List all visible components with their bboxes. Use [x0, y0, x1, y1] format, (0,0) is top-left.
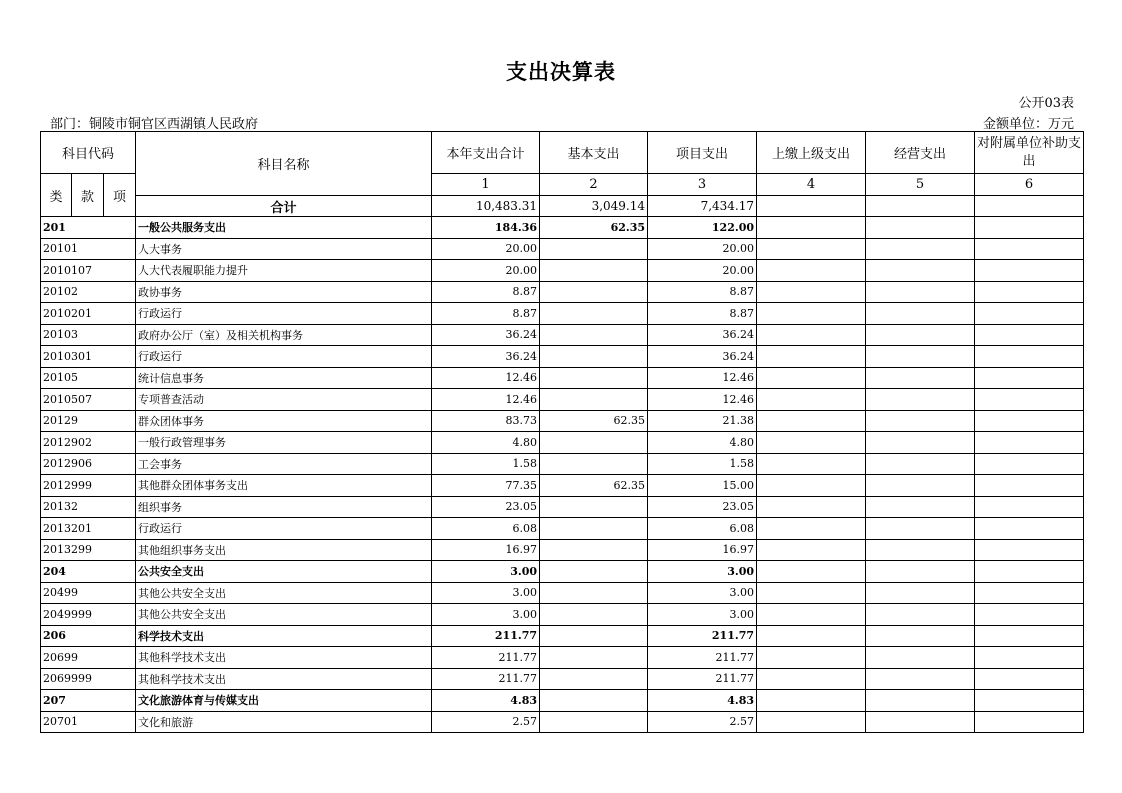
column-number-3: 3: [648, 174, 757, 196]
row-total: 1.58: [432, 453, 540, 475]
table-row: [41, 367, 1084, 389]
row-basic: [540, 518, 648, 540]
row-name: 公共安全支出: [136, 561, 432, 583]
row-upper: [757, 324, 866, 346]
row-basic: [540, 367, 648, 389]
row-project: 1.58: [648, 453, 757, 475]
row-subsidy: [975, 281, 1084, 303]
row-project: 4.80: [648, 432, 757, 454]
row-basic: [540, 711, 648, 733]
row-business: [866, 582, 975, 604]
row-code: 2069999: [41, 668, 136, 690]
row-basic: [540, 625, 648, 647]
row-basic: [540, 496, 648, 518]
row-business: [866, 410, 975, 432]
row-project: 8.87: [648, 281, 757, 303]
row-project: 3.00: [648, 561, 757, 583]
row-code: 20132: [41, 496, 136, 518]
row-total: 211.77: [432, 647, 540, 669]
column-number-2: 2: [540, 174, 648, 196]
row-upper: [757, 238, 866, 260]
row-upper: [757, 475, 866, 497]
row-name: 一般公共服务支出: [136, 217, 432, 239]
table-row: [41, 303, 1084, 325]
row-name: 科学技术支出: [136, 625, 432, 647]
row-business: [866, 217, 975, 239]
row-upper: [757, 367, 866, 389]
row-code: 2010201: [41, 303, 136, 325]
table-row: [41, 432, 1084, 454]
row-business: [866, 260, 975, 282]
row-total: 83.73: [432, 410, 540, 432]
total-project: 7,434.17: [648, 196, 757, 217]
row-business: [866, 604, 975, 626]
row-basic: [540, 582, 648, 604]
row-code: 2010107: [41, 260, 136, 282]
row-code: 2012999: [41, 475, 136, 497]
form-number: 公开03表: [1018, 96, 1074, 111]
row-code: 20701: [41, 711, 136, 733]
row-project: 4.83: [648, 690, 757, 712]
row-subsidy: [975, 496, 1084, 518]
row-subsidy: [975, 475, 1084, 497]
row-project: 15.00: [648, 475, 757, 497]
table-row: [41, 582, 1084, 604]
table-row: [41, 281, 1084, 303]
row-name: 组织事务: [136, 496, 432, 518]
row-total: 20.00: [432, 238, 540, 260]
row-total: 20.00: [432, 260, 540, 282]
row-business: [866, 475, 975, 497]
header-lei: 类: [41, 174, 72, 217]
row-upper: [757, 260, 866, 282]
row-subsidy: [975, 539, 1084, 561]
row-project: 12.46: [648, 389, 757, 411]
row-total: 211.77: [432, 625, 540, 647]
row-subsidy: [975, 410, 1084, 432]
row-name: 统计信息事务: [136, 367, 432, 389]
row-subsidy: [975, 582, 1084, 604]
row-business: [866, 496, 975, 518]
table-row: [41, 346, 1084, 368]
row-business: [866, 539, 975, 561]
row-name: 其他群众团体事务支出: [136, 475, 432, 497]
row-project: 23.05: [648, 496, 757, 518]
row-upper: [757, 410, 866, 432]
row-project: 12.46: [648, 367, 757, 389]
row-code: 2012906: [41, 453, 136, 475]
row-code: 2012902: [41, 432, 136, 454]
row-upper: [757, 281, 866, 303]
row-name: 其他公共安全支出: [136, 604, 432, 626]
row-upper: [757, 389, 866, 411]
row-upper: [757, 518, 866, 540]
table-row: [41, 324, 1084, 346]
table-row: [41, 389, 1084, 411]
row-upper: [757, 346, 866, 368]
row-total: 36.24: [432, 346, 540, 368]
table-row: [41, 625, 1084, 647]
row-total: 12.46: [432, 389, 540, 411]
row-basic: 62.35: [540, 217, 648, 239]
row-total: 184.36: [432, 217, 540, 239]
row-code: 20699: [41, 647, 136, 669]
header-basic: 基本支出: [540, 132, 648, 174]
row-subsidy: [975, 389, 1084, 411]
row-business: [866, 561, 975, 583]
row-basic: 62.35: [540, 410, 648, 432]
row-subsidy: [975, 260, 1084, 282]
row-business: [866, 711, 975, 733]
row-basic: [540, 561, 648, 583]
row-basic: [540, 690, 648, 712]
row-total: 12.46: [432, 367, 540, 389]
header-kuan: 款: [72, 174, 104, 217]
row-code: 20129: [41, 410, 136, 432]
row-project: 20.00: [648, 238, 757, 260]
row-subsidy: [975, 647, 1084, 669]
row-code: 201: [41, 217, 136, 239]
row-subsidy: [975, 367, 1084, 389]
row-basic: [540, 432, 648, 454]
row-name: 文化旅游体育与传媒支出: [136, 690, 432, 712]
row-upper: [757, 561, 866, 583]
column-number-5: 5: [866, 174, 975, 196]
table-row: [41, 711, 1084, 733]
row-code: 2013201: [41, 518, 136, 540]
total-basic: 3,049.14: [540, 196, 648, 217]
row-project: 211.77: [648, 625, 757, 647]
row-business: [866, 324, 975, 346]
row-total: 23.05: [432, 496, 540, 518]
total-subsidy: [975, 196, 1084, 217]
row-basic: [540, 346, 648, 368]
row-total: 8.87: [432, 303, 540, 325]
table-row: [41, 475, 1084, 497]
row-name: 行政运行: [136, 346, 432, 368]
header-business: 经营支出: [866, 132, 975, 174]
row-code: 20101: [41, 238, 136, 260]
row-business: [866, 625, 975, 647]
row-upper: [757, 668, 866, 690]
row-basic: [540, 604, 648, 626]
row-basic: [540, 647, 648, 669]
row-name: 其他科学技术支出: [136, 647, 432, 669]
row-subsidy: [975, 303, 1084, 325]
row-total: 4.80: [432, 432, 540, 454]
row-project: 8.87: [648, 303, 757, 325]
row-upper: [757, 217, 866, 239]
row-subsidy: [975, 561, 1084, 583]
row-name: 群众团体事务: [136, 410, 432, 432]
row-name: 其他科学技术支出: [136, 668, 432, 690]
column-number-4: 4: [757, 174, 866, 196]
row-name: 人大代表履职能力提升: [136, 260, 432, 282]
row-project: 21.38: [648, 410, 757, 432]
row-subsidy: [975, 518, 1084, 540]
department-label: 部门：铜陵市铜官区西湖镇人民政府: [50, 117, 259, 132]
row-business: [866, 346, 975, 368]
total-row: [41, 196, 1084, 217]
table-row: [41, 453, 1084, 475]
row-total: 3.00: [432, 604, 540, 626]
row-subsidy: [975, 711, 1084, 733]
table-row: [41, 604, 1084, 626]
row-upper: [757, 539, 866, 561]
row-project: 211.77: [648, 668, 757, 690]
row-code: 2013299: [41, 539, 136, 561]
row-upper: [757, 625, 866, 647]
total-upper: [757, 196, 866, 217]
row-code: 20499: [41, 582, 136, 604]
row-subsidy: [975, 324, 1084, 346]
row-code: 20102: [41, 281, 136, 303]
row-project: 3.00: [648, 604, 757, 626]
table-row: [41, 217, 1084, 239]
header-project: 项目支出: [648, 132, 757, 174]
row-basic: [540, 281, 648, 303]
row-code: 20105: [41, 367, 136, 389]
row-business: [866, 238, 975, 260]
row-code: 204: [41, 561, 136, 583]
row-code: 2010507: [41, 389, 136, 411]
table-row: [41, 647, 1084, 669]
row-name: 其他组织事务支出: [136, 539, 432, 561]
row-upper: [757, 432, 866, 454]
row-project: 20.00: [648, 260, 757, 282]
row-business: [866, 303, 975, 325]
table-row: [41, 410, 1084, 432]
row-project: 6.08: [648, 518, 757, 540]
row-business: [866, 367, 975, 389]
row-total: 77.35: [432, 475, 540, 497]
row-total: 3.00: [432, 582, 540, 604]
table-row: [41, 561, 1084, 583]
row-upper: [757, 690, 866, 712]
amount-unit-label: 金额单位：万元: [982, 117, 1074, 132]
row-name: 行政运行: [136, 518, 432, 540]
row-business: [866, 668, 975, 690]
row-business: [866, 432, 975, 454]
row-subsidy: [975, 432, 1084, 454]
column-number-1: 1: [432, 174, 540, 196]
row-code: 2049999: [41, 604, 136, 626]
row-project: 2.57: [648, 711, 757, 733]
row-basic: [540, 260, 648, 282]
table-row: [41, 518, 1084, 540]
row-name: 人大事务: [136, 238, 432, 260]
row-project: 36.24: [648, 346, 757, 368]
row-code: 2010301: [41, 346, 136, 368]
row-total: 3.00: [432, 561, 540, 583]
row-code: 206: [41, 625, 136, 647]
table-row: [41, 668, 1084, 690]
page-title: 支出决算表: [506, 60, 616, 84]
row-project: 211.77: [648, 647, 757, 669]
header-row: [41, 132, 1084, 174]
row-upper: [757, 604, 866, 626]
row-name: 行政运行: [136, 303, 432, 325]
row-name: 文化和旅游: [136, 711, 432, 733]
table-row: [41, 539, 1084, 561]
row-upper: [757, 303, 866, 325]
header-total: 本年支出合计: [432, 132, 540, 174]
row-subsidy: [975, 346, 1084, 368]
row-name: 工会事务: [136, 453, 432, 475]
row-basic: 62.35: [540, 475, 648, 497]
total-business: [866, 196, 975, 217]
row-total: 211.77: [432, 668, 540, 690]
column-number-6: 6: [975, 174, 1084, 196]
row-code: 20103: [41, 324, 136, 346]
row-upper: [757, 453, 866, 475]
row-total: 36.24: [432, 324, 540, 346]
row-total: 2.57: [432, 711, 540, 733]
table-row: [41, 690, 1084, 712]
header-upper: 上缴上级支出: [757, 132, 866, 174]
table-row: [41, 238, 1084, 260]
row-subsidy: [975, 217, 1084, 239]
row-project: 16.97: [648, 539, 757, 561]
row-business: [866, 518, 975, 540]
row-business: [866, 453, 975, 475]
row-name: 一般行政管理事务: [136, 432, 432, 454]
row-basic: [540, 668, 648, 690]
row-subsidy: [975, 238, 1084, 260]
row-basic: [540, 453, 648, 475]
row-subsidy: [975, 453, 1084, 475]
row-subsidy: [975, 625, 1084, 647]
row-basic: [540, 539, 648, 561]
expenditure-table: [40, 131, 1084, 733]
row-basic: [540, 389, 648, 411]
row-subsidy: [975, 690, 1084, 712]
total-sum: 10,483.31: [432, 196, 540, 217]
row-subsidy: [975, 668, 1084, 690]
row-total: 16.97: [432, 539, 540, 561]
row-name: 政协事务: [136, 281, 432, 303]
table-row: [41, 260, 1084, 282]
table-row: [41, 496, 1084, 518]
row-project: 122.00: [648, 217, 757, 239]
row-name: 政府办公厅（室）及相关机构事务: [136, 324, 432, 346]
header-xiang: 项: [104, 174, 136, 217]
row-business: [866, 389, 975, 411]
row-basic: [540, 303, 648, 325]
row-total: 6.08: [432, 518, 540, 540]
header-subsidy: 对附属单位补助支出: [975, 132, 1084, 174]
row-project: 36.24: [648, 324, 757, 346]
row-upper: [757, 647, 866, 669]
row-subsidy: [975, 604, 1084, 626]
row-business: [866, 647, 975, 669]
row-code: 207: [41, 690, 136, 712]
row-name: 其他公共安全支出: [136, 582, 432, 604]
header-code: 科目代码: [41, 132, 136, 174]
row-business: [866, 281, 975, 303]
row-total: 8.87: [432, 281, 540, 303]
row-business: [866, 690, 975, 712]
row-total: 4.83: [432, 690, 540, 712]
header-name: 科目名称: [136, 132, 432, 196]
row-upper: [757, 496, 866, 518]
row-basic: [540, 324, 648, 346]
row-upper: [757, 711, 866, 733]
row-name: 专项普查活动: [136, 389, 432, 411]
row-basic: [540, 238, 648, 260]
row-project: 3.00: [648, 582, 757, 604]
row-upper: [757, 582, 866, 604]
total-label: 合计: [136, 196, 432, 217]
